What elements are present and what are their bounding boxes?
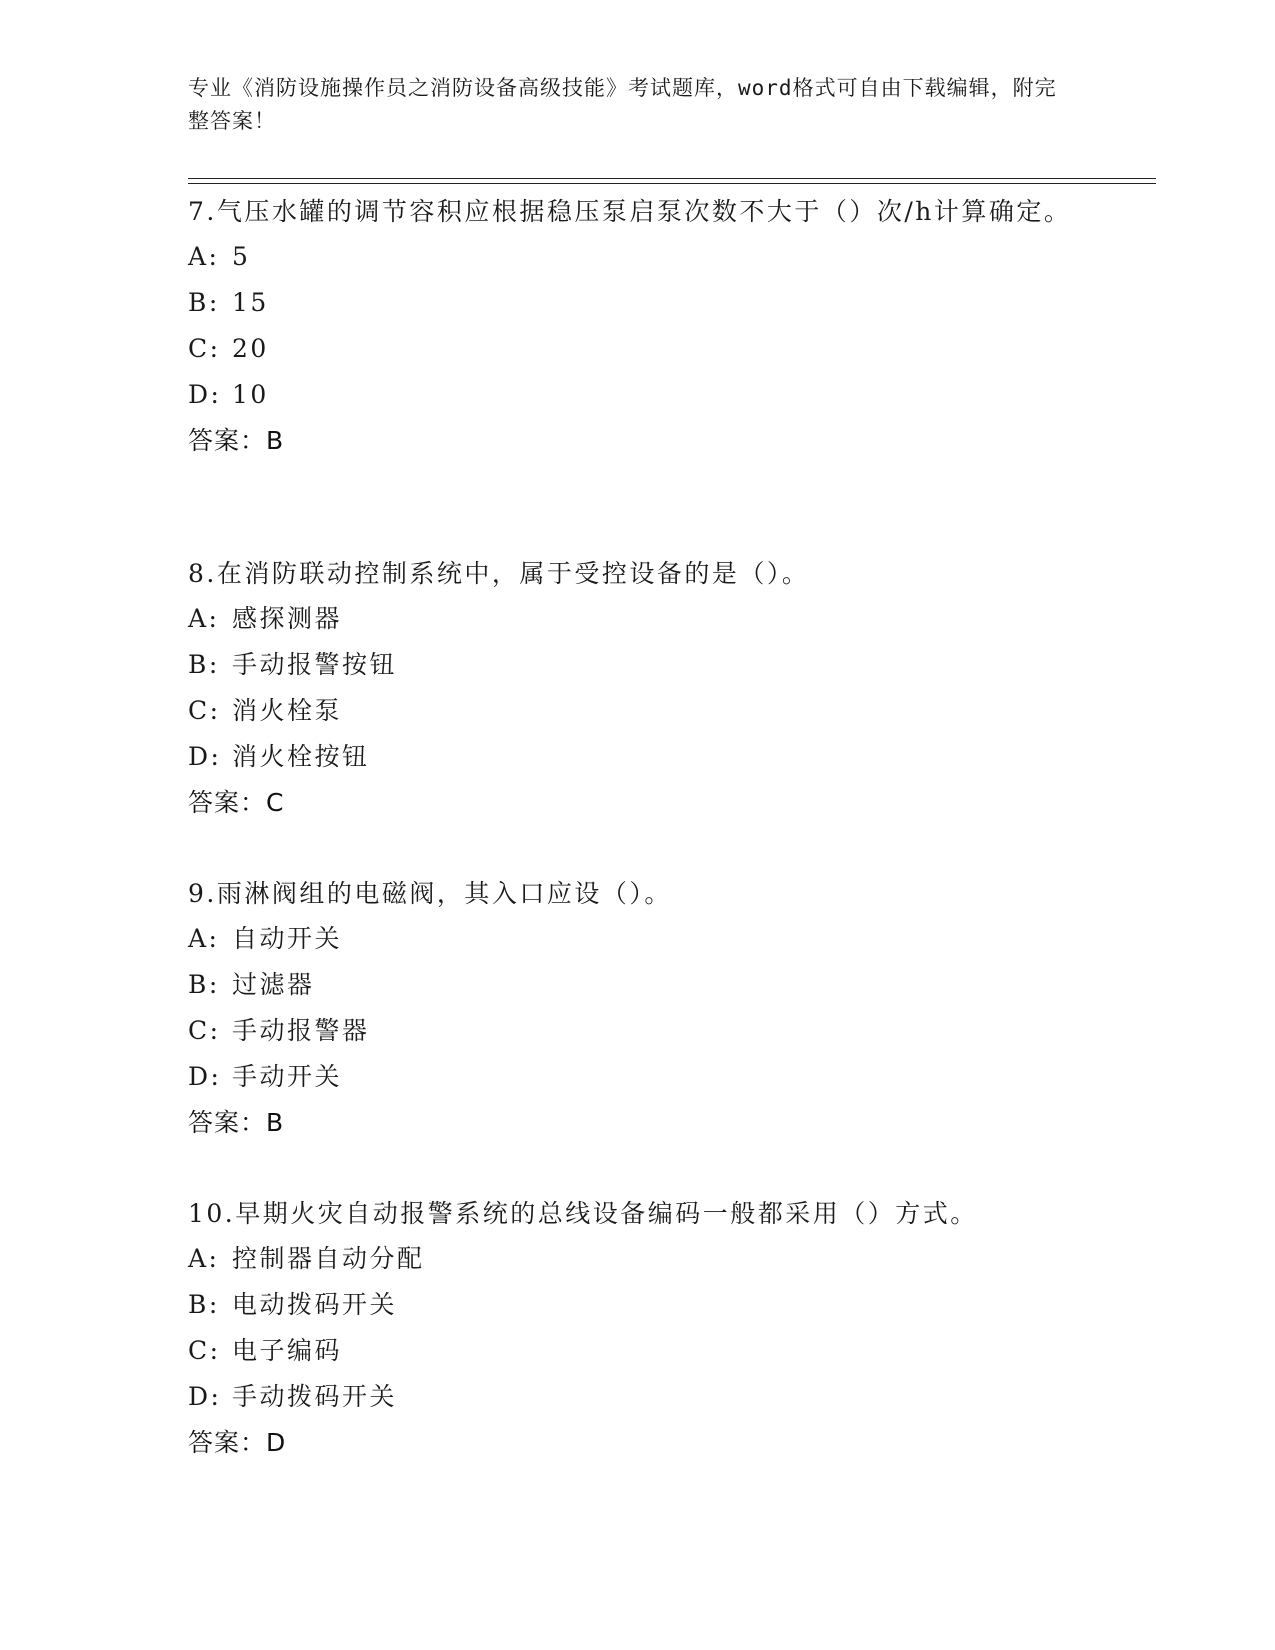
answer-line: 答案：D: [188, 1428, 287, 1457]
option-d: [188, 372, 1088, 418]
question-stem: 7.气压水罐的调节容积应根据稳压泵启泵次数不大于（）次/h计算确定。: [188, 197, 1072, 226]
option-letter: A:: [188, 924, 220, 953]
option-letter: D:: [188, 742, 222, 771]
option-a: [188, 916, 1088, 962]
option-text: 自动开关: [232, 924, 343, 953]
option-c: [188, 326, 1088, 372]
option-b: [188, 280, 1088, 326]
option-d: [188, 734, 1088, 780]
option-letter: A:: [188, 242, 220, 271]
option-text: 过滤器: [232, 970, 315, 999]
option-b: [188, 962, 1088, 1008]
option-text: 5: [232, 242, 251, 271]
option-letter: C:: [188, 1016, 221, 1045]
option-text: 10: [232, 380, 269, 409]
header-divider-top: [188, 178, 1156, 179]
option-text: 控制器自动分配: [232, 1244, 425, 1273]
option-text: 20: [232, 334, 269, 363]
option-c: [188, 688, 1088, 734]
option-text: 手动开关: [232, 1062, 343, 1091]
option-text: 手动拨码开关: [232, 1382, 398, 1411]
document-header: 专业《消防设施操作员之消防设备高级技能》考试题库，word格式可自由下载编辑，附完整答案！: [188, 76, 1057, 133]
option-b: [188, 642, 1088, 688]
question-9: [188, 872, 1088, 1146]
option-text: 消火栓泵: [232, 696, 343, 725]
option-text: 消火栓按钮: [232, 742, 370, 771]
option-a: [188, 1236, 1088, 1282]
option-d: [188, 1054, 1088, 1100]
option-d: [188, 1374, 1088, 1420]
option-letter: C:: [188, 334, 221, 363]
question-stem: 8.在消防联动控制系统中，属于受控设备的是（）。: [188, 559, 810, 588]
option-text: 感探测器: [232, 604, 343, 633]
question-stem: 10.早期火灾自动报警系统的总线设备编码一般都采用（）方式。: [188, 1199, 978, 1228]
option-text: 手动报警器: [232, 1016, 370, 1045]
question-stem: 9.雨淋阀组的电磁阀，其入口应设（）。: [188, 879, 672, 908]
option-letter: B:: [188, 1290, 220, 1319]
option-letter: B:: [188, 288, 220, 317]
option-letter: D:: [188, 1062, 222, 1091]
option-letter: C:: [188, 1336, 221, 1365]
option-letter: A:: [188, 604, 220, 633]
question-10: [188, 1192, 1088, 1466]
option-b: [188, 1282, 1088, 1328]
option-text: 电子编码: [232, 1336, 343, 1365]
option-c: [188, 1008, 1088, 1054]
option-c: [188, 1328, 1088, 1374]
header-divider-bottom: [188, 183, 1156, 184]
option-letter: C:: [188, 696, 221, 725]
question-7: [188, 190, 1088, 464]
option-letter: B:: [188, 650, 220, 679]
option-letter: D:: [188, 1382, 222, 1411]
answer-line: 答案：C: [188, 788, 285, 817]
question-8: [188, 552, 1088, 826]
option-letter: A:: [188, 1244, 220, 1273]
option-a: [188, 596, 1088, 642]
option-letter: D:: [188, 380, 222, 409]
answer-line: 答案：B: [188, 1108, 285, 1137]
option-a: [188, 234, 1088, 280]
option-text: 手动报警按钮: [232, 650, 398, 679]
option-text: 电动拨码开关: [232, 1290, 398, 1319]
answer-line: 答案：B: [188, 426, 285, 455]
option-text: 15: [232, 288, 269, 317]
option-letter: B:: [188, 970, 220, 999]
